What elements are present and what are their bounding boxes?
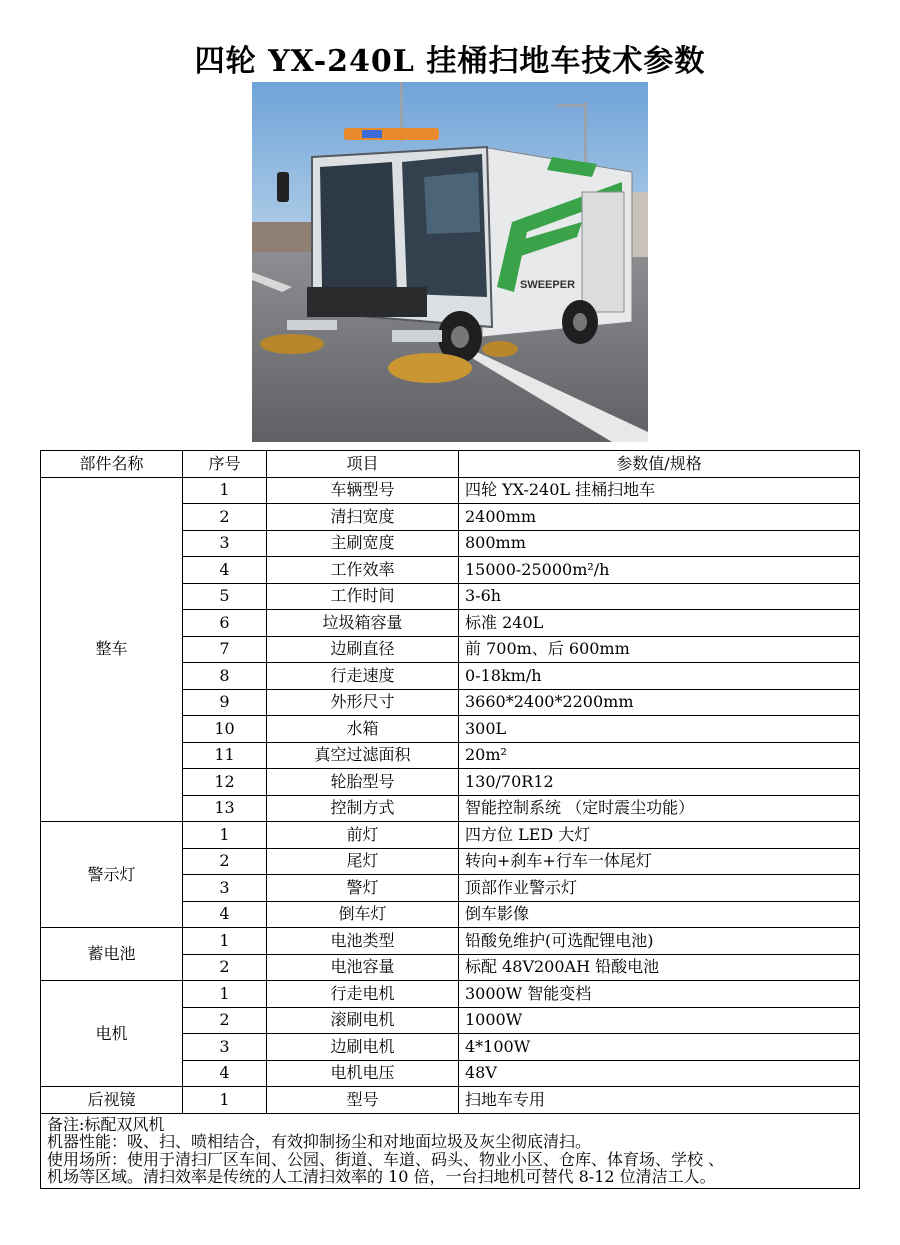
value-cell: 20m² [459, 742, 860, 769]
item-cell: 主刷宽度 [267, 530, 459, 557]
value-cell: 四方位 LED 大灯 [459, 822, 860, 849]
item-cell: 型号 [267, 1087, 459, 1114]
item-cell: 车辆型号 [267, 477, 459, 504]
spec-table [40, 450, 860, 1189]
row-number-cell: 2 [183, 1007, 267, 1034]
row-number-cell: 11 [183, 742, 267, 769]
notes-cell [41, 1113, 860, 1188]
vehicle-photo [252, 82, 648, 442]
header-no: 序号 [183, 451, 267, 478]
row-number-cell: 1 [183, 477, 267, 504]
item-cell: 滚刷电机 [267, 1007, 459, 1034]
table-row [41, 477, 860, 504]
value-cell: 0-18km/h [459, 663, 860, 690]
value-cell: 130/70R12 [459, 769, 860, 796]
item-cell: 行走电机 [267, 981, 459, 1008]
note-line: 备注:标配双风机 [47, 1114, 165, 1134]
value-cell: 转向+刹车+行车一体尾灯 [459, 848, 860, 875]
value-cell: 3-6h [459, 583, 860, 610]
item-cell: 尾灯 [267, 848, 459, 875]
table-row [41, 1087, 860, 1114]
value-cell: 800mm [459, 530, 860, 557]
item-cell: 边刷电机 [267, 1034, 459, 1061]
item-cell: 外形尺寸 [267, 689, 459, 716]
row-number-cell: 5 [183, 583, 267, 610]
row-number-cell: 1 [183, 981, 267, 1008]
item-cell: 电池容量 [267, 954, 459, 981]
row-number-cell: 2 [183, 504, 267, 531]
value-cell: 标准 240L [459, 610, 860, 637]
row-number-cell: 13 [183, 795, 267, 822]
row-number-cell: 2 [183, 848, 267, 875]
row-number-cell: 4 [183, 1060, 267, 1087]
row-number-cell: 2 [183, 954, 267, 981]
item-cell: 轮胎型号 [267, 769, 459, 796]
item-cell: 前灯 [267, 822, 459, 849]
value-cell: 前 700m、后 600mm [459, 636, 860, 663]
item-cell: 行走速度 [267, 663, 459, 690]
part-name-cell: 警示灯 [41, 822, 183, 928]
row-number-cell: 12 [183, 769, 267, 796]
item-cell: 电池类型 [267, 928, 459, 955]
row-number-cell: 8 [183, 663, 267, 690]
value-cell: 扫地车专用 [459, 1087, 860, 1114]
spec-table-body [41, 477, 860, 1113]
row-number-cell: 10 [183, 716, 267, 743]
page-title: 四轮 YX-240L 挂桶扫地车技术参数 [194, 44, 706, 79]
value-cell: 倒车影像 [459, 901, 860, 928]
item-cell: 水箱 [267, 716, 459, 743]
part-name-cell: 电机 [41, 981, 183, 1087]
part-name-cell: 后视镜 [41, 1087, 183, 1114]
item-cell: 控制方式 [267, 795, 459, 822]
row-number-cell: 1 [183, 822, 267, 849]
table-row [41, 928, 860, 955]
note-line: 使用场所：使用于清扫厂区车间、公园、街道、车道、码头、物业小区、仓库、体育场、学校 、 [47, 1149, 725, 1169]
value-cell: 1000W [459, 1007, 860, 1034]
value-cell: 15000-25000m²/h [459, 557, 860, 584]
notes-row [41, 1113, 860, 1188]
header-value: 参数值/规格 [459, 451, 860, 478]
item-cell: 边刷直径 [267, 636, 459, 663]
value-cell: 48V [459, 1060, 860, 1087]
item-cell: 警灯 [267, 875, 459, 902]
item-cell: 真空过滤面积 [267, 742, 459, 769]
value-cell: 3000W 智能变档 [459, 981, 860, 1008]
item-cell: 清扫宽度 [267, 504, 459, 531]
value-cell: 四轮 YX-240L 挂桶扫地车 [459, 477, 860, 504]
row-number-cell: 1 [183, 928, 267, 955]
row-number-cell: 6 [183, 610, 267, 637]
row-number-cell: 4 [183, 901, 267, 928]
item-cell: 垃圾箱容量 [267, 610, 459, 637]
value-cell: 3660*2400*2200mm [459, 689, 860, 716]
table-header-row [41, 451, 860, 478]
row-number-cell: 3 [183, 875, 267, 902]
part-name-cell: 蓄电池 [41, 928, 183, 981]
value-cell: 2400mm [459, 504, 860, 531]
item-cell: 倒车灯 [267, 901, 459, 928]
header-item: 项目 [267, 451, 459, 478]
value-cell: 4*100W [459, 1034, 860, 1061]
vehicle-label: SWEEPER [520, 279, 576, 291]
item-cell: 工作效率 [267, 557, 459, 584]
row-number-cell: 4 [183, 557, 267, 584]
row-number-cell: 3 [183, 1034, 267, 1061]
row-number-cell: 9 [183, 689, 267, 716]
table-row [41, 981, 860, 1008]
part-name-cell: 整车 [41, 477, 183, 822]
value-cell: 智能控制系统 （定时震尘功能） [459, 795, 860, 822]
value-cell: 铅酸免维护(可选配锂电池) [459, 928, 860, 955]
value-cell: 300L [459, 716, 860, 743]
row-number-cell: 3 [183, 530, 267, 557]
item-cell: 电机电压 [267, 1060, 459, 1087]
row-number-cell: 7 [183, 636, 267, 663]
value-cell: 标配 48V200AH 铅酸电池 [459, 954, 860, 981]
header-part: 部件名称 [41, 451, 183, 478]
table-row [41, 822, 860, 849]
value-cell: 顶部作业警示灯 [459, 875, 860, 902]
row-number-cell: 1 [183, 1087, 267, 1114]
note-line: 机器性能：吸、扫、喷相结合，有效抑制扬尘和对地面垃圾及灰尘彻底清扫。 [47, 1132, 592, 1152]
note-line: 机场等区域。清扫效率是传统的人工清扫效率的 10 倍，一台扫地机可替代 8-12 位清洁工人。 [47, 1167, 716, 1187]
item-cell: 工作时间 [267, 583, 459, 610]
